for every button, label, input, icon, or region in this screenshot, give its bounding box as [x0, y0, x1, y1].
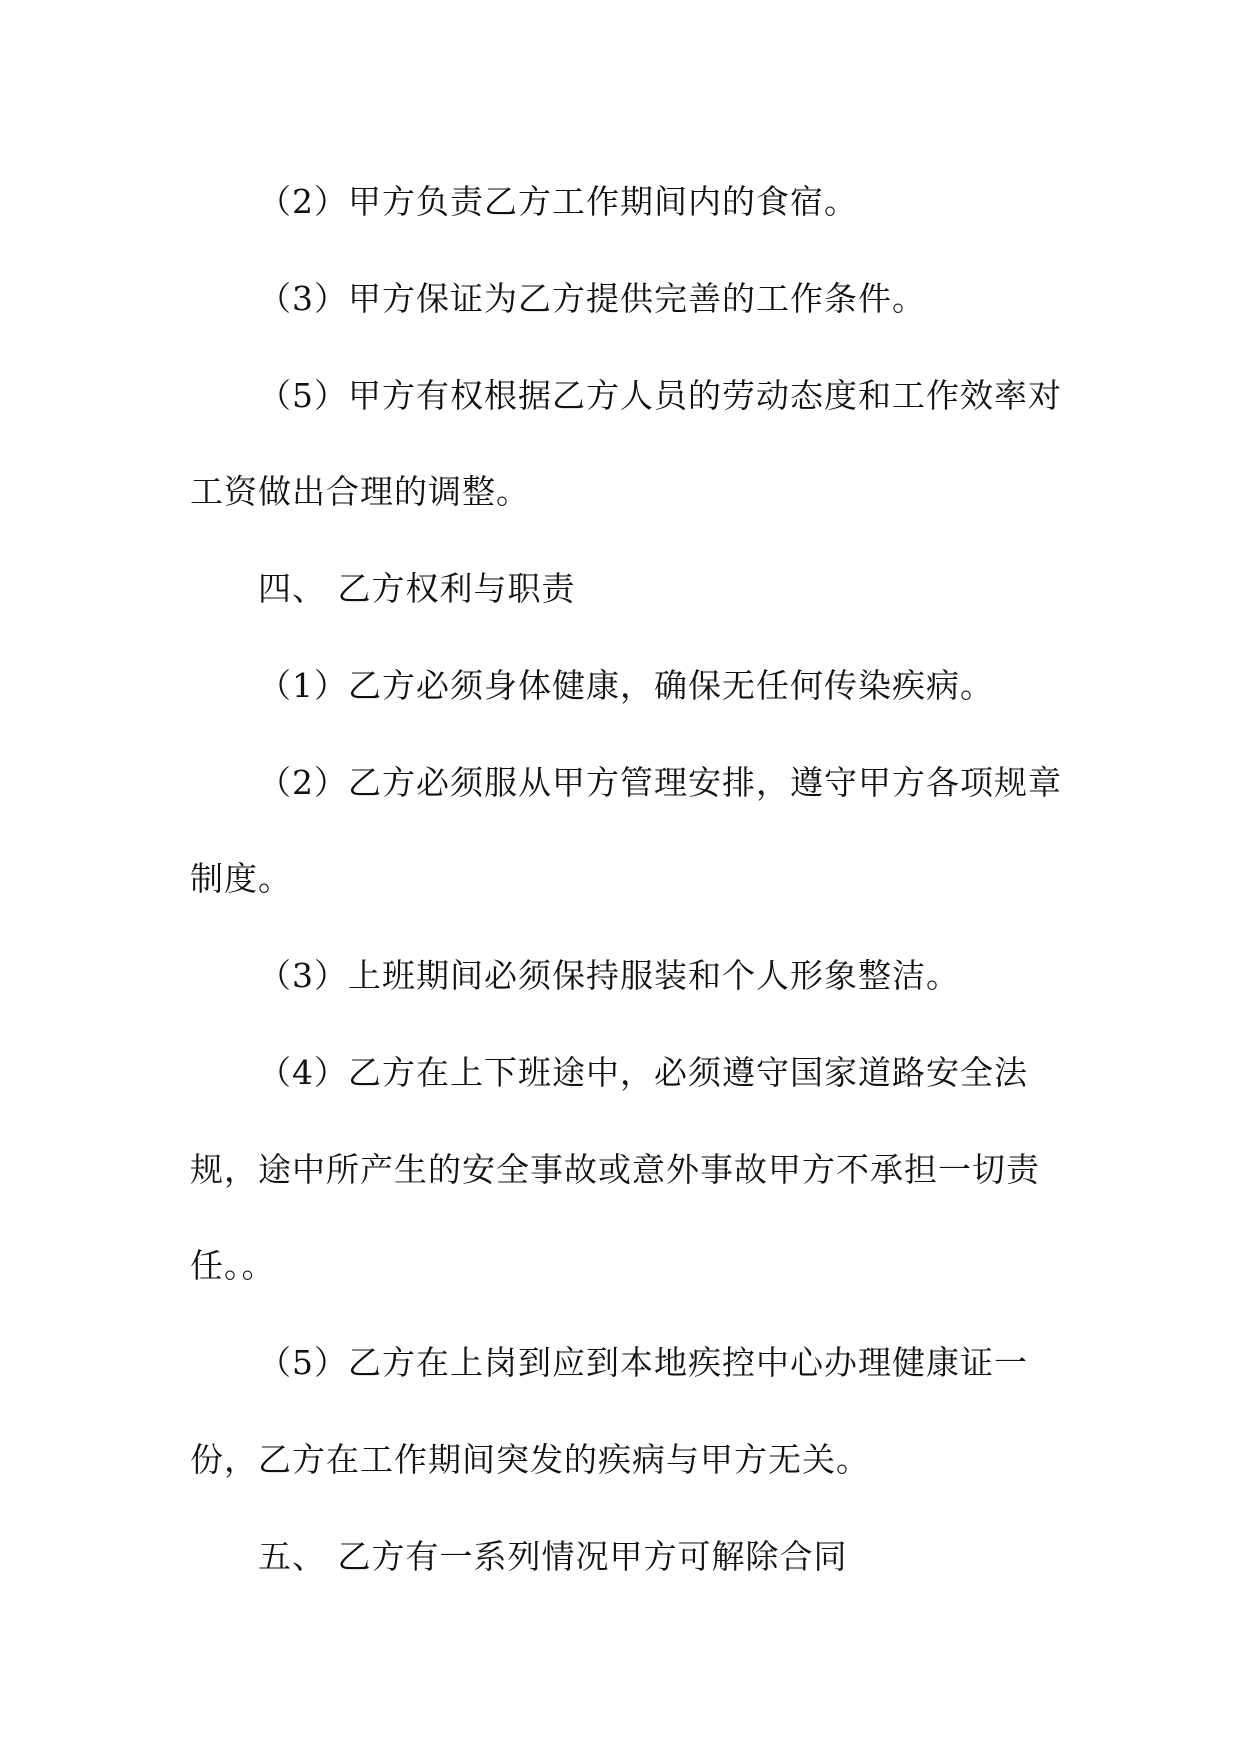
clause-5-health-certificate-line1: （5）乙方在上岗到应到本地疾控中心办理健康证一 [258, 1343, 1028, 1382]
clause-2-obey-management-line2: 制度。 [190, 859, 292, 898]
clause-3-work-conditions: （3）甲方保证为乙方提供完善的工作条件。 [258, 279, 926, 318]
clause-4-traffic-safety-line1: （4）乙方在上下班途中，必须遵守国家道路安全法 [258, 1053, 1028, 1092]
clause-5-wage-adjustment-line1: （5）甲方有权根据乙方人员的劳动态度和工作效率对 [258, 376, 1062, 415]
clause-1-health: （1）乙方必须身体健康，确保无任何传染疾病。 [258, 666, 994, 705]
clause-4-traffic-safety-line3: 任。。 [190, 1246, 276, 1285]
clause-2-obey-management-line1: （2）乙方必须服从甲方管理安排，遵守甲方各项规章 [258, 763, 1062, 802]
clause-5-wage-adjustment-line2: 工资做出合理的调整。 [190, 472, 530, 511]
clause-2-meals-lodging: （2）甲方负责乙方工作期间内的食宿。 [258, 182, 858, 221]
section-5-heading: 五、 乙方有一系列情况甲方可解除合同 [258, 1537, 848, 1576]
section-4-heading: 四、 乙方权利与职责 [258, 569, 576, 608]
clause-3-appearance: （3）上班期间必须保持服装和个人形象整洁。 [258, 956, 960, 995]
clause-5-health-certificate-line2: 份，乙方在工作期间突发的疾病与甲方无关。 [190, 1440, 870, 1479]
clause-4-traffic-safety-line2: 规，途中所产生的安全事故或意外事故甲方不承担一切责 [190, 1150, 1040, 1189]
